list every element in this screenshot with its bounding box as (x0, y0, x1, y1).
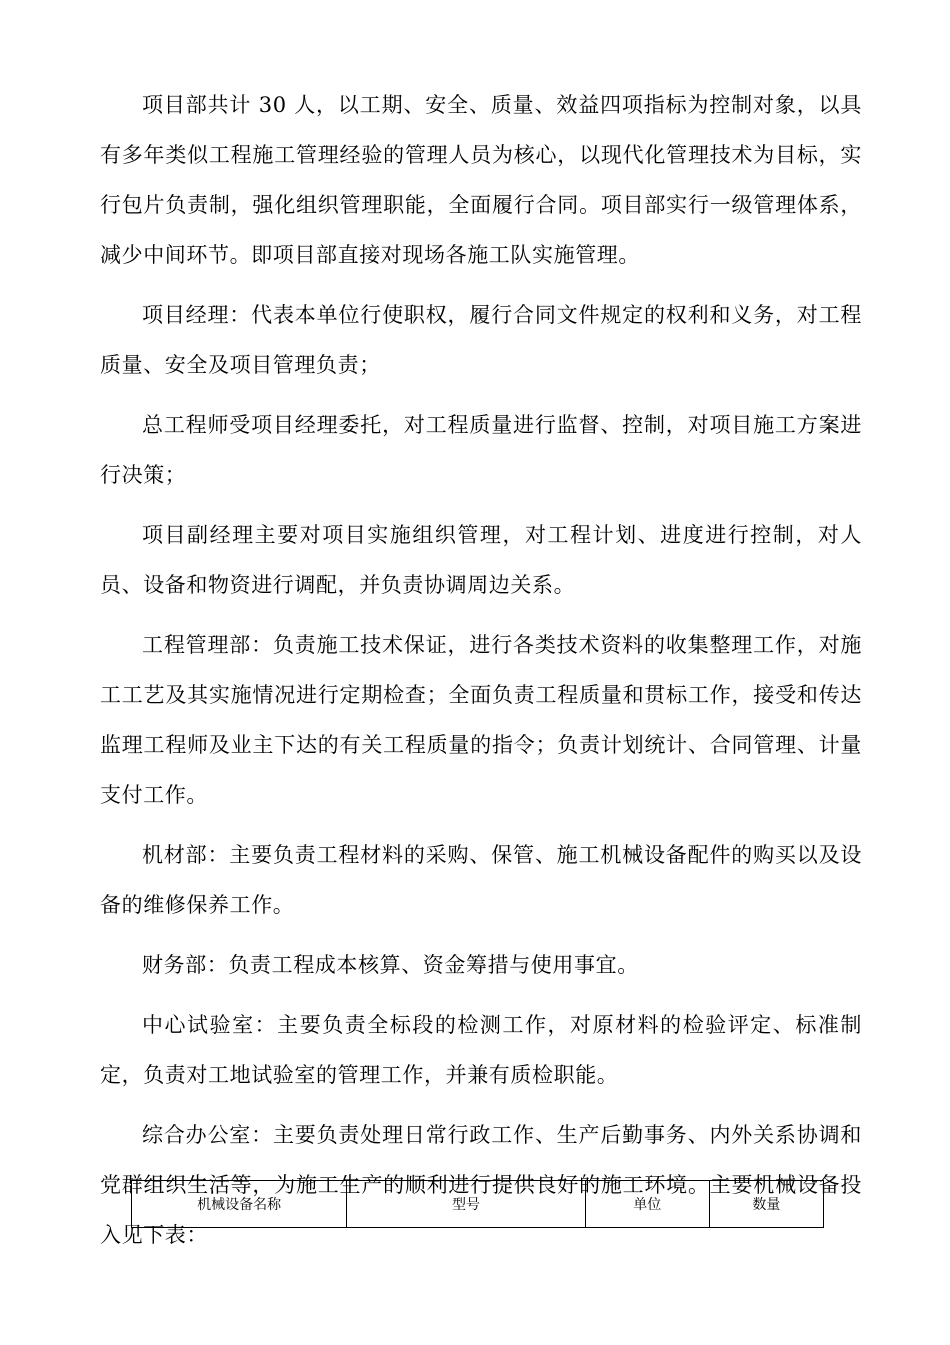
paragraph-materials-dept: 机材部：主要负责工程材料的采购、保管、施工机械设备配件的购买以及设备的维修保养工作。 (100, 843, 862, 917)
paragraph-finance-dept: 财务部：负责工程成本核算、资金筹措与使用事宜。 (142, 953, 639, 977)
equipment-table (131, 1180, 824, 1228)
paragraph-project-overview: 项目部共计 30 人，以工期、安全、质量、效益四项指标为控制对象，以具有多年类似工程施工管理经验的管理人员为核心，以现代化管理技术为目标，实行包片负责制，强化组织管理职能，全面履行合同。项目部实行一级管理体系，减少中间环节。即项目部直接对现场各施工队实施管理。 (100, 93, 862, 267)
paragraph-chief-engineer: 总工程师受项目经理委托，对工程质量进行监督、控制，对项目施工方案进行决策； (100, 413, 862, 487)
table-header-row (132, 1181, 824, 1228)
document-body (100, 80, 862, 1270)
paragraph-engineering-dept: 工程管理部：负责施工技术保证，进行各类技术资料的收集整理工作，对施工工艺及其实施情况进行定期检查；全面负责工程质量和贯标工作，接受和传达监理工程师及业主下达的有关工程质量的指令；负责计划统计、合同管理、计量支付工作。 (100, 633, 862, 807)
paragraph-general-office: 综合办公室：主要负责处理日常行政工作、生产后勤事务、内外关系协调和党群组织生活等，为施工生产的顺利进行提供良好的施工环境。主要机械设备投入见下表： (100, 1123, 862, 1247)
header-model: 型号 (347, 1181, 585, 1228)
header-equipment-name: 机械设备名称 (132, 1181, 347, 1228)
paragraph-central-lab: 中心试验室：主要负责全标段的检测工作，对原材料的检验评定、标准制定，负责对工地试验室的管理工作，并兼有质检职能。 (100, 1013, 862, 1087)
header-quantity: 数量 (709, 1181, 823, 1228)
header-unit: 单位 (585, 1181, 709, 1228)
paragraph-deputy-manager: 项目副经理主要对项目实施组织管理，对工程计划、进度进行控制，对人员、设备和物资进行调配，并负责协调周边关系。 (100, 523, 862, 597)
paragraph-project-manager: 项目经理：代表本单位行使职权，履行合同文件规定的权利和义务，对工程质量、安全及项目管理负责； (100, 303, 862, 377)
